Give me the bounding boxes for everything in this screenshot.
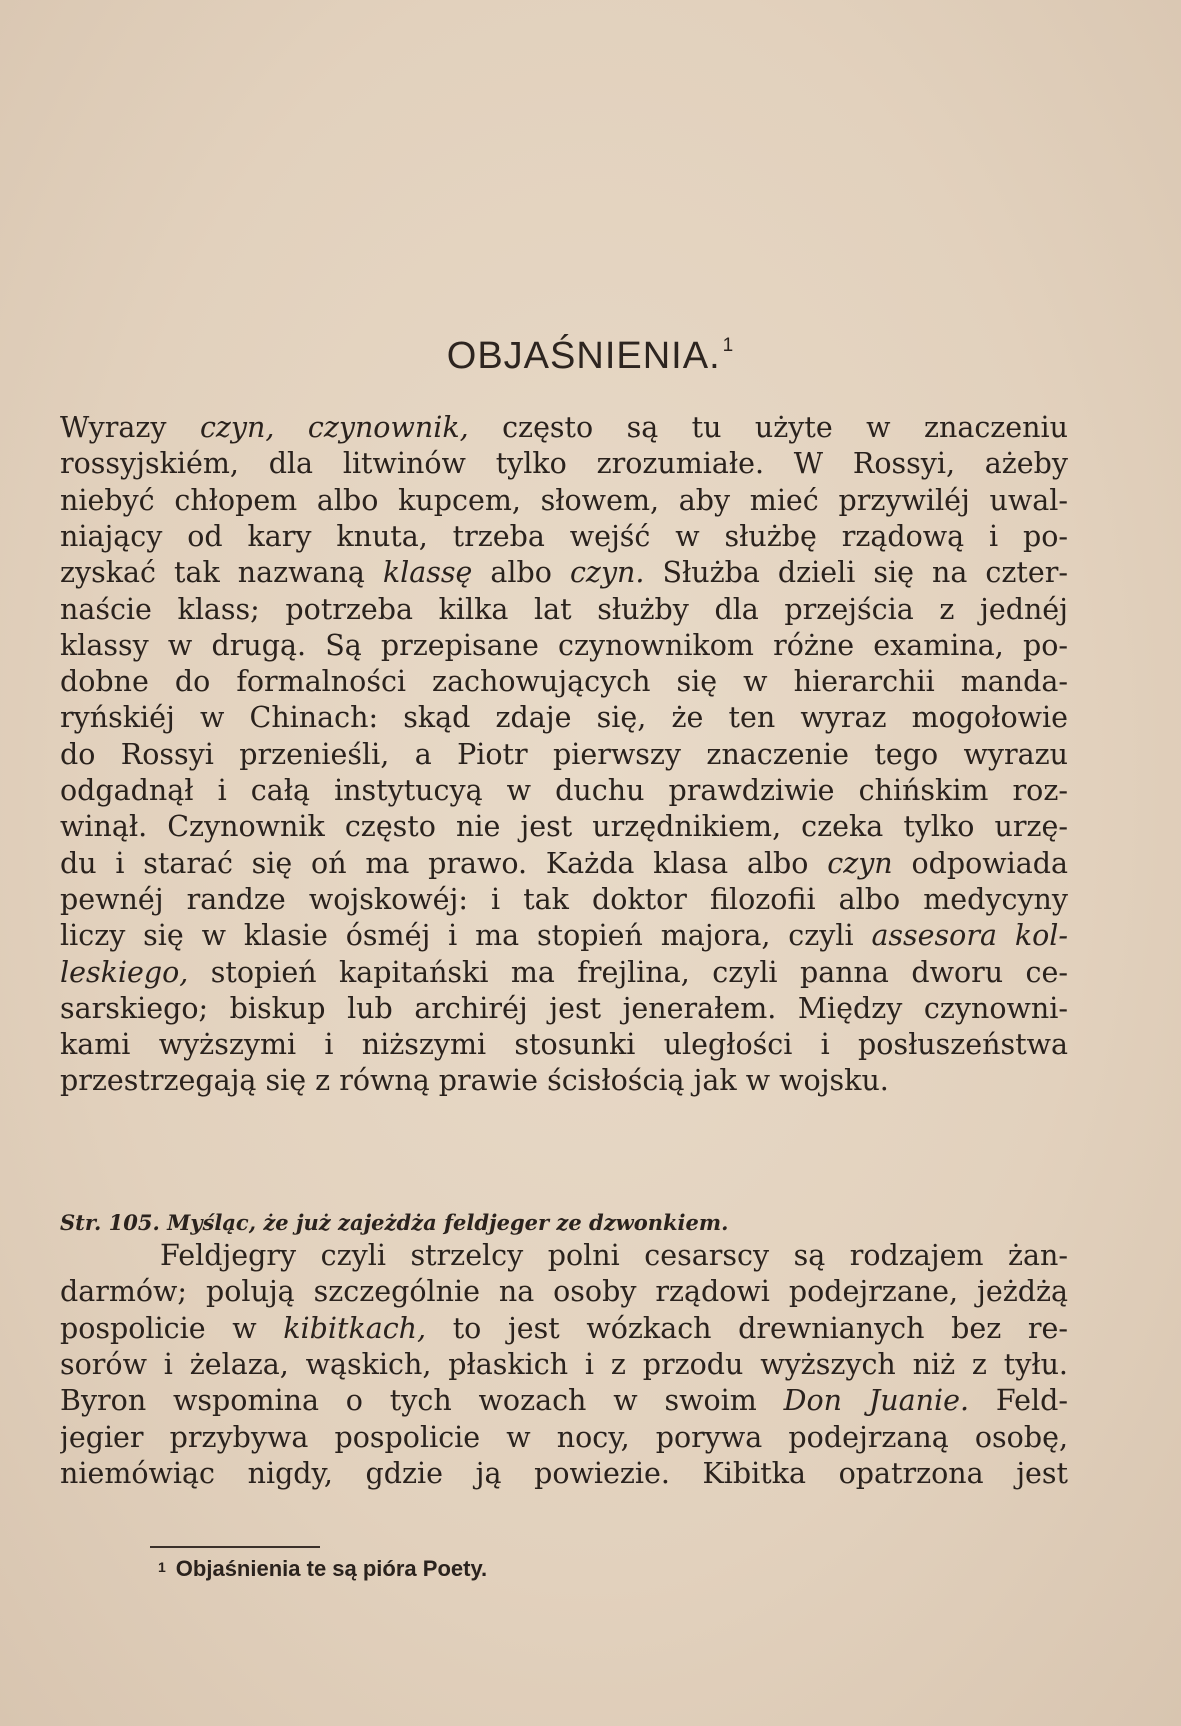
italic-text: Don Juanie. — [783, 1384, 970, 1418]
italic-text: czyn. — [569, 556, 645, 590]
text-line — [60, 483, 1068, 519]
text-run: sarskiego; biskup lub archiréj jest jenerałem. Między czynowni- — [60, 991, 1068, 1025]
text-line — [60, 955, 1068, 991]
text-line — [60, 700, 1068, 736]
text-line — [60, 628, 1068, 664]
text-run: często są tu użyte w znaczeniu — [468, 411, 1068, 444]
page-reference-line: Str. 105. Myśląc, że już zajeżdża feldjeger ze dzwonkiem. — [60, 1210, 729, 1235]
text-line — [60, 991, 1068, 1027]
text-line — [60, 1311, 1068, 1347]
text-line — [60, 1383, 1068, 1419]
text-run: niający od kary knuta, trzeba wejść w służbę rządową i po- — [60, 519, 1068, 553]
text-run: kami wyższymi i niższymi stosunki uległości i posłuszeństwa — [60, 1028, 1068, 1062]
text-line — [60, 1347, 1068, 1383]
footnote-text: Objaśnienia te są pióra Poety. — [175, 1556, 488, 1581]
text-run: to jest wózkach drewnianych bez re- — [426, 1311, 1068, 1345]
text-run: pewnéj randze wojskowéj: i tak doktor filozofii albo medycyny — [60, 882, 1068, 916]
text-line — [160, 1238, 1068, 1274]
footnote — [158, 1551, 858, 1583]
italic-text: kibitkach, — [283, 1311, 427, 1345]
text-line — [60, 1274, 1068, 1310]
text-line — [60, 555, 1068, 591]
text-run: klassy w drugą. Są przepisane czynownikom różne examina, po- — [60, 628, 1068, 662]
text-run: ryńskiéj w Chinach: skąd zdaje się, że ten wyraz mogołowie — [60, 701, 1068, 735]
text-run: rossyjskiém, dla litwinów tylko zrozumiałe. W Rossyi, ażeby — [60, 447, 1068, 481]
text-run: Byron wspomina o tych wozach w swoim — [60, 1384, 784, 1418]
text-run: liczy się w klasie ósméj i ma stopień majora, czyli — [60, 919, 872, 953]
text-run: Feld- — [969, 1384, 1068, 1418]
italic-text: czyn, czynownik, — [199, 411, 469, 444]
footnote-mark: 1 — [158, 1559, 166, 1575]
text-line — [60, 664, 1068, 700]
page-title — [0, 335, 1181, 378]
text-run: Wyrazy — [60, 411, 200, 444]
text-line — [60, 882, 1068, 918]
italic-text: klassę — [382, 556, 473, 590]
text-run: darmów; polują szczególnie na osoby rządowi podejrzane, jeżdżą — [60, 1275, 1068, 1309]
text-line — [60, 737, 1068, 773]
text-run: albo — [472, 556, 570, 590]
italic-text: czyn — [827, 846, 893, 880]
text-line — [60, 918, 1068, 954]
text-run: przestrzegają się z równą prawie ścisłością jak w wojsku. — [60, 1064, 889, 1098]
text-run: odgadnął i całą instytucyą w duchu prawdziwie chińskim roz- — [60, 774, 1068, 807]
text-line — [60, 846, 1068, 882]
text-line — [60, 410, 1068, 446]
text-run: winął. Czynownik często nie jest urzędnikiem, czeka tylko urzę- — [60, 810, 1068, 844]
text-line — [60, 519, 1068, 555]
text-line — [60, 446, 1068, 482]
text-run: zyskać tak nazwaną — [60, 556, 383, 590]
text-run: niemówiąc nigdy, gdzie ją powiezie. Kibitka opatrzona jest — [60, 1456, 1068, 1490]
text-line — [60, 592, 1068, 628]
text-run: pospolicie w — [60, 1311, 284, 1345]
italic-text: leskiego, — [60, 955, 189, 989]
text-line — [60, 1456, 1068, 1492]
text-run: Feldjegry czyli strzelcy polni cesarscy są rodzajem żan- — [160, 1239, 1068, 1272]
text-run: dobne do formalności zachowujących się w hierarchii manda- — [60, 665, 1068, 699]
text-run: odpowiada — [892, 846, 1068, 880]
text-run: Służba dzieli się na czter- — [644, 556, 1068, 590]
text-line — [60, 809, 1068, 845]
text-line — [60, 773, 1068, 809]
footnote-divider — [150, 1546, 320, 1548]
footnote-ref: 1 — [722, 335, 735, 356]
text-run: sorów i żelaza, wąskich, płaskich i z przodu wyższych niż z tyłu. — [60, 1347, 1068, 1381]
text-line — [60, 1063, 1068, 1099]
text-run: du i starać się oń ma prawo. Każda klasa albo — [60, 846, 828, 880]
text-run: niebyć chłopem albo kupcem, słowem, aby mieć przywiléj uwal- — [60, 483, 1068, 517]
title-text: OBJAŚNIENIA. — [446, 335, 721, 377]
text-run: jegier przybywa pospolicie w nocy, porywa podejrzaną osobę, — [60, 1420, 1068, 1454]
text-run: do Rossyi przenieśli, a Piotr pierwszy znaczenie tego wyrazu — [60, 737, 1068, 771]
text-run: stopień kapitański ma frejlina, czyli panna dworu ce- — [188, 955, 1068, 989]
text-line — [60, 1420, 1068, 1456]
text-run: naście klass; potrzeba kilka lat służby dla przejścia z jednéj — [60, 592, 1068, 626]
italic-text: assesora kol- — [871, 919, 1068, 953]
text-line — [60, 1027, 1068, 1063]
